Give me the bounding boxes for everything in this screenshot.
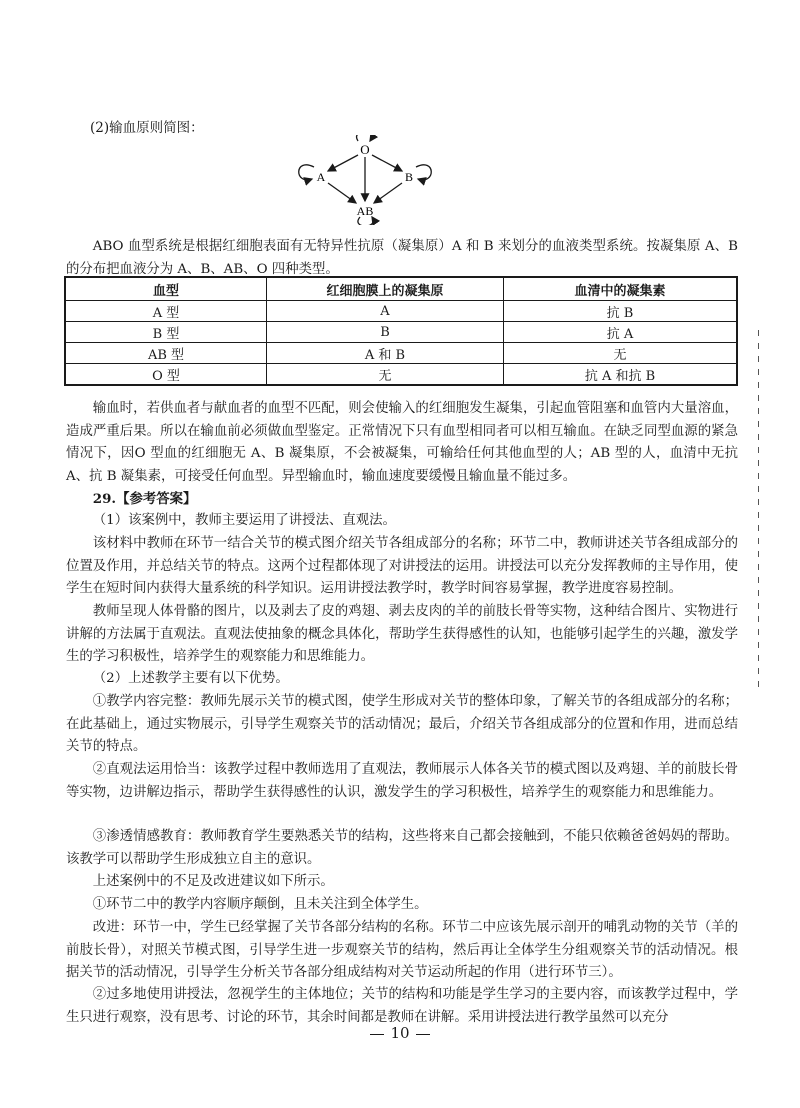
- intro-paragraph: ABO 血型系统是根据红细胞表面有无特异性抗原（凝集原）A 和 B 来划分的血液类型系统。按凝集原 A、B 的分布把血液分为 A、B、AB、O 四种类型。: [66, 239, 738, 277]
- arrow-a-to-ab: [328, 183, 356, 203]
- table-cell: 无: [504, 343, 738, 364]
- paragraph-transfusion: 输血时，若供血者与献血者的血型不匹配，则会使输入的红细胞发生凝集，引起血管阻塞和血管内大量溶血，造成严重后果。所以在输血前必须做血型鉴定。正常情况下只有血型相同者可以相互输血。在缺乏同型血源的紧急情况下，因O 型血的红细胞无 A、B 凝集原，不会被凝集，可输给任何其他血型的人；AB 型的人，血清中无抗 A、抗 B 凝集素，可接受任何血型。异型输血时，输血速度要缓慢且输血量不能过多。: [66, 401, 738, 484]
- paragraph-visual-method: 教师呈现人体骨骼的图片，以及剥去了皮的鸡翅、剥去皮肉的羊的前肢长骨等实物，这种结合图片、实物进行讲解的方法属于直观法。直观法使抽象的概念具体化，帮助学生获得感性的认知，也能够引起学生的兴趣，激发学生的学习积极性，培养学生的观察能力和思维能力。: [66, 604, 738, 665]
- node-o: O: [360, 142, 370, 157]
- page-number-value: 10: [390, 1024, 410, 1042]
- table-cell: A 和 B: [267, 343, 504, 364]
- paragraph-shortcomings: 上述案例中的不足及改进建议如下所示。: [92, 874, 334, 889]
- table-cell: B 型: [65, 322, 267, 343]
- table-row: [65, 301, 737, 322]
- table-cell: 无: [267, 364, 504, 386]
- paragraph-answer-2: （2）上述教学主要有以下优势。: [92, 671, 289, 686]
- paragraph-shortcoming-1: ①环节二中的教学内容顺序颠倒，且未关注到全体学生。: [92, 897, 428, 912]
- dash-right: [416, 1034, 430, 1035]
- paragraph-advantage-3: ③渗透情感教育：教师教育学生要熟悉关节的结构，这些将来自己都会接触到，不能只依赖爸爸妈妈的帮助。该教学可以帮助学生形成独立自主的意识。: [66, 829, 738, 867]
- table-cell: A: [267, 301, 504, 322]
- table-header: 血型: [65, 277, 267, 301]
- transfusion-diagram: [290, 135, 440, 225]
- node-ab: AB: [356, 204, 374, 218]
- arrow-o-to-b: [372, 155, 402, 171]
- table-cell: B: [267, 322, 504, 343]
- table-cell: A 型: [65, 301, 267, 322]
- page-number: [0, 1024, 800, 1042]
- table-row: [65, 364, 737, 386]
- paragraph-improvement-1: 改进：环节一中，学生已经掌握了关节各部分结构的名称。环节二中应该先展示剖开的哺乳动物的关节（羊的前肢长骨），对照关节模式图，引导学生进一步观察关节的结构，然后再让全体学生分组观察关节的活动情况。根据关节的活动情况，引导学生分析关节各部分组成结构对关节运动所起的作用（进行环节三）。: [66, 920, 738, 981]
- scan-margin-marks: [757, 330, 761, 710]
- self-loop-o: [357, 135, 372, 141]
- section-title: (2)输血原则简图：: [90, 120, 204, 136]
- paragraph-advantage-2: ②直观法运用恰当：该教学过程中教师选用了直观法，教师展示人体各关节的模式图以及鸡翅、羊的前肢长骨等实物，边讲解边指示，帮助学生获得感性的认识，激发学生的学习积极性，培养学生的观察能力和思维能力。: [66, 762, 738, 800]
- paragraph-advantage-1: ①教学内容完整：教师先展示关节的模式图，使学生形成对关节的整体印象，了解关节的各组成部分的名称；在此基础上，通过实物展示，引导学生观察关节的活动情况；最后，介绍关节各组成部分的位置和作用，进而总结关节的特点。: [66, 694, 738, 755]
- node-a: A: [316, 170, 326, 184]
- paragraph-shortcoming-2: ②过多地使用讲授法，忽视学生的主体地位；关节的结构和功能是学生学习的主要内容，而该教学过程中，学生只进行观察，没有思考、讨论的环节，其余时间都是教师在讲解。采用讲授法进行教学虽然可以充分: [66, 987, 738, 1025]
- table-cell: O 型: [65, 364, 267, 386]
- arrow-b-to-ab: [374, 183, 402, 203]
- table-cell: AB 型: [65, 343, 267, 364]
- answer-heading: 29.【参考答案】: [92, 491, 197, 507]
- table-row: [65, 322, 737, 343]
- table-cell: 抗 B: [504, 301, 738, 322]
- table-cell: 抗 A 和抗 B: [504, 364, 738, 386]
- arrow-o-to-a: [328, 155, 358, 171]
- self-loop-b: [416, 165, 431, 180]
- blood-type-table: [64, 276, 738, 386]
- self-loop-a: [299, 165, 314, 180]
- node-b: B: [404, 170, 414, 184]
- table-header: 血清中的凝集素: [504, 277, 738, 301]
- table-header: 红细胞膜上的凝集原: [267, 277, 504, 301]
- paragraph-answer-1: （1）该案例中，教师主要运用了讲授法、直观法。: [92, 513, 396, 528]
- table-header-row: [65, 277, 737, 301]
- dash-left: [370, 1034, 384, 1035]
- table-row: [65, 343, 737, 364]
- self-loop-ab: [358, 217, 373, 225]
- paragraph-lecture-method: 该材料中教师在环节一结合关节的模式图介绍关节各组成部分的名称；环节二中，教师讲述关节各组成部分的位置及作用，并总结关节的特点。这两个过程都体现了对讲授法的运用。讲授法可以充分发挥教师的主导作用，使学生在短时间内获得大量系统的科学知识。运用讲授法教学时，教学时间容易掌握，教学进度容易控制。: [66, 536, 738, 597]
- table-cell: 抗 A: [504, 322, 738, 343]
